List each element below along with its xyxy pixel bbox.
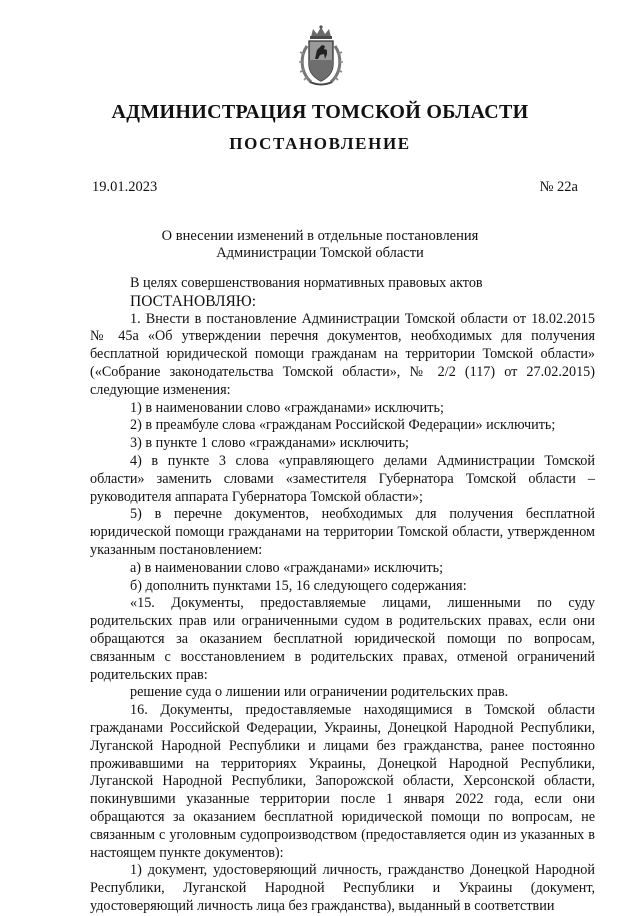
document-title-line: О внесении изменений в отдельные постановления	[161, 228, 479, 244]
paragraph: «15. Документы, предоставляемые лицами, лишенными по суду родительских прав или ограниченными судом в родительских правах, если они обращаются за оказанием бесплатной юридической помощи по вопросам, связанным с восстановлением в родительских правах, отменой ограничений родительских прав:	[90, 595, 595, 683]
organization-name: АДМИНИСТРАЦИЯ ТОМСКОЙ ОБЛАСТИ	[111, 101, 529, 123]
paragraph: 3) в пункте 1 слово «гражданами» исключить;	[130, 435, 409, 452]
paragraph: 1) в наименовании слово «гражданами» исключить;	[130, 399, 444, 416]
paragraph: 1. Внести в постановление Администрации Томской области от 18.02.2015 № 45а «Об утверждении перечня документов, необходимых для получения бесплатной юридической помощи гражданам на территории Томской области» («Собрание законодательства Томской области», № 2/2 (117) от 27.02.2015) следующие изменения:	[90, 310, 595, 398]
paragraph: 2) в преамбуле слова «гражданам Российской Федерации» исключить;	[130, 417, 556, 434]
paragraph: б) дополнить пунктами 15, 16 следующего содержания:	[130, 577, 467, 594]
document-title	[0, 228, 640, 262]
paragraph: 4) в пункте 3 слова «управляющего делами Администрации Томской области» заменить словами «заместителя Губернатора Томской области – руководителя аппарата Губернатора Томской области»;	[90, 452, 595, 505]
paragraph: 5) в перечне документов, необходимых для получения бесплатной юридической помощи гражданами на территории Томской области, утвержденном указанным постановлением:	[90, 506, 595, 558]
document-type: ПОСТАНОВЛЕНИЕ	[229, 134, 411, 153]
document-number: № 22а	[539, 179, 578, 195]
preamble: В целях совершенствования нормативных правовых актов	[130, 275, 483, 291]
document-date: 19.01.2023	[92, 179, 158, 195]
decree-word: ПОСТАНОВЛЯЮ:	[130, 292, 257, 310]
document-title-line: Администрации Томской области	[216, 245, 424, 261]
paragraph: решение суда о лишении или ограничении родительских прав.	[130, 684, 509, 701]
document-body	[90, 275, 595, 916]
paragraph: 1) документ, удостоверяющий личность, гражданство Донецкой Народной Республики, Луганской Народной Республики и Украины (документ, удостоверяющий личность лица без гражданства), выданный в соответствии	[90, 862, 595, 914]
tomsk-coat-of-arms-icon	[297, 24, 345, 88]
paragraph: 16. Документы, предоставляемые находящимися в Томской области гражданами Российской Федерации, Украины, Донецкой Народной Республики, Луганской Народной Республики и лицами без гражданства, ранее постоянно проживавшими на территориях Украины, Донецкой Народной Республики, Луганской Народной Республики, Запорожской области, Херсонской области, покинувшими указанные территории после 1 января 2022 года, если они обращаются за оказанием бесплатной юридической помощи по вопросам, не связанным с уголовным судопроизводством (предоставляется один из указанных в настоящем пункте документов):	[90, 702, 595, 861]
paragraph: а) в наименовании слово «гражданами» исключить;	[130, 559, 444, 576]
